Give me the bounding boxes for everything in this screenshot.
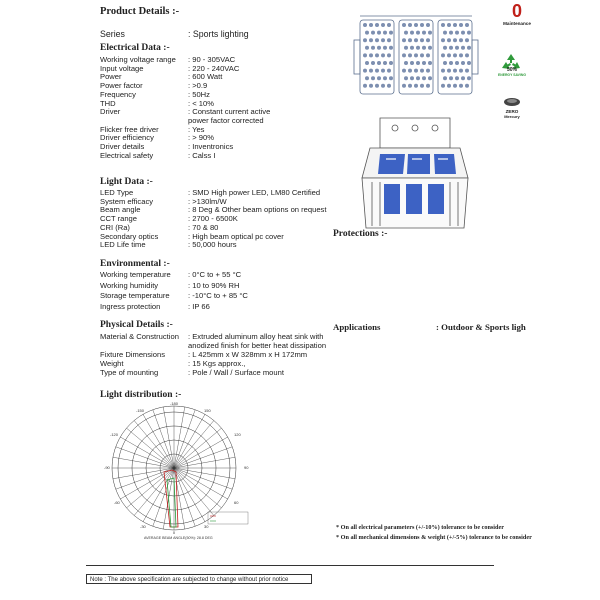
led-lens <box>453 23 457 27</box>
angle-label-bottom-left: -30 <box>140 524 146 529</box>
polar-distribution-diagram <box>100 398 262 540</box>
electrical-row-value: : > 90% <box>188 133 214 143</box>
led-lens <box>402 53 406 57</box>
light-row-label: CRI (Ra) <box>100 222 130 232</box>
led-lens <box>363 38 367 42</box>
led-lens <box>371 46 375 50</box>
led-lens <box>422 61 426 65</box>
led-lens <box>414 84 418 88</box>
led-lens <box>389 31 393 35</box>
light-row-label: CCT range <box>100 214 138 224</box>
environmental-row-value: : 10 to 90% RH <box>188 280 240 290</box>
light-row-value: : 8 Deg & Other beam options on request <box>188 205 327 215</box>
led-lens <box>426 23 430 27</box>
led-lens <box>420 69 424 73</box>
led-lens <box>426 84 430 88</box>
led-lens <box>449 61 453 65</box>
light-distribution-heading: Light distribution :- <box>100 390 182 400</box>
led-lens <box>428 31 432 35</box>
led-lens <box>459 84 463 88</box>
led-lens <box>363 84 367 88</box>
led-lens <box>365 46 369 50</box>
led-lens <box>422 76 426 80</box>
electrical-row-label: Electrical safety <box>100 150 154 160</box>
led-lens <box>428 76 432 80</box>
distribution-legend <box>208 512 248 524</box>
led-lens <box>414 53 418 57</box>
led-lens <box>375 53 379 57</box>
led-lens <box>465 69 469 73</box>
distribution-footer: AVERAGE BEAM ANGLE(50%): 28.8 DEG <box>144 536 213 540</box>
led-lens <box>443 76 447 80</box>
electrical-row-label: Working voltage range <box>100 55 176 64</box>
led-lens <box>416 61 420 65</box>
led-lens <box>461 61 465 65</box>
led-lens <box>449 31 453 35</box>
led-lens <box>416 76 420 80</box>
led-lens <box>459 38 463 42</box>
led-lens <box>381 38 385 42</box>
electrical-row-value: : Inventronics <box>188 142 234 151</box>
angle-label-bottom-right: 30 <box>204 524 209 529</box>
led-lens <box>459 53 463 57</box>
angle-label-left: -90 <box>104 465 110 470</box>
led-lens <box>461 76 465 80</box>
electrical-row-value: : 50Hz <box>188 89 210 99</box>
series-label: Series <box>100 29 125 39</box>
footnote-mechanical: * On all mechanical dimensions & weight (+/-5%) tolerance to be consider <box>336 534 532 541</box>
light-row-label: System efficacy <box>100 196 154 206</box>
applications-label: Applications <box>333 322 381 332</box>
led-lens <box>402 23 406 27</box>
led-lens <box>459 23 463 27</box>
environmental-row-value: : 0°C to + 55 °C <box>188 270 242 279</box>
led-lens <box>443 31 447 35</box>
environmental-row-label: Working humidity <box>100 280 159 290</box>
environmental-heading: Environmental :- <box>100 259 170 269</box>
led-lens <box>389 46 393 50</box>
electrical-row-value: : 220 - 240VAC <box>188 63 240 73</box>
led-lens <box>441 23 445 27</box>
led-lens <box>408 53 412 57</box>
led-lens <box>420 84 424 88</box>
led-lens <box>447 38 451 42</box>
led-lens <box>404 76 408 80</box>
physical-row-value: : Extruded aluminum alloy heat sink with <box>188 332 324 341</box>
angle-label-upper-left: -150 <box>136 408 145 413</box>
environmental-row-value: : -10°C to + 85 °C <box>188 291 248 300</box>
electrical-row-value: : >0.9 <box>188 81 208 91</box>
led-lens <box>420 23 424 27</box>
led-lens <box>365 31 369 35</box>
series-value: : Sports lighting <box>188 29 249 39</box>
led-lens <box>461 46 465 50</box>
led-lens <box>422 46 426 50</box>
light-row-label: LED Type <box>100 188 134 197</box>
led-lens <box>455 46 459 50</box>
led-lens <box>377 31 381 35</box>
led-lens <box>426 53 430 57</box>
led-lens <box>381 69 385 73</box>
led-lens <box>441 69 445 73</box>
angle-label-upper-right: 150 <box>204 408 211 413</box>
led-lens <box>428 46 432 50</box>
led-lens <box>414 38 418 42</box>
led-lens <box>387 69 391 73</box>
led-lens <box>365 76 369 80</box>
zero-mercury-sub: Mercury <box>504 114 520 119</box>
electrical-row-value: : Calss I <box>188 150 216 160</box>
protections-heading: Protections :- <box>333 229 388 239</box>
electrical-row-label: Driver efficiency <box>100 133 154 143</box>
electrical-row-label: Input voltage <box>100 63 144 73</box>
led-lens <box>383 61 387 65</box>
led-lens <box>414 23 418 27</box>
led-lens <box>465 84 469 88</box>
angle-label-lower-left: -60 <box>114 500 120 505</box>
led-lens <box>443 61 447 65</box>
led-lens <box>447 53 451 57</box>
led-lens <box>416 46 420 50</box>
electrical-row-value: : 90 - 305VAC <box>188 55 236 64</box>
led-lens <box>414 69 418 73</box>
led-lens <box>381 23 385 27</box>
led-lens <box>375 23 379 27</box>
led-lens <box>369 53 373 57</box>
environmental-row-label: Working temperature <box>100 270 171 279</box>
environmental-row-label: Ingress protection <box>100 301 161 311</box>
led-lens <box>449 76 453 80</box>
energy-saving-percent: 50% <box>506 67 517 73</box>
led-lens <box>441 53 445 57</box>
led-lens <box>455 61 459 65</box>
led-lens <box>381 53 385 57</box>
angle-label-lower-right: 60 <box>234 500 239 505</box>
light-row-value: : 70 & 80 <box>188 222 219 232</box>
light-row-value: : High beam optical pc cover <box>188 231 284 241</box>
light-row-value: : 50,000 hours <box>188 240 237 250</box>
led-lens <box>426 38 430 42</box>
led-lens <box>363 69 367 73</box>
physical-row-label: Fixture Dimensions <box>100 349 165 359</box>
angle-label-mid-left: -120 <box>110 432 119 437</box>
environmental-row-value: : IP 66 <box>188 301 210 311</box>
light-row-value: : >130lm/W <box>188 196 227 206</box>
zero-mercury-bulb-icon <box>502 96 522 108</box>
zero-mercury-text: ZERO <box>505 109 519 114</box>
led-lens <box>404 31 408 35</box>
led-lens <box>383 31 387 35</box>
led-lens <box>383 46 387 50</box>
led-lens <box>416 31 420 35</box>
product-details-heading: Product Details :- <box>100 6 180 17</box>
led-lens <box>389 61 393 65</box>
led-lens <box>449 46 453 50</box>
led-lens <box>441 38 445 42</box>
led-lens <box>363 53 367 57</box>
led-lens <box>410 31 414 35</box>
led-lens <box>387 53 391 57</box>
electrical-row-label: Power factor <box>100 81 143 91</box>
led-lens <box>402 38 406 42</box>
led-lens <box>465 38 469 42</box>
led-lens <box>365 61 369 65</box>
led-lens <box>383 76 387 80</box>
physical-row-value: anodized finish for better heat dissipation <box>188 340 327 350</box>
led-lens <box>377 61 381 65</box>
angle-label-top: -180 <box>169 401 179 406</box>
electrical-row-label: THD <box>100 98 116 108</box>
angle-label-right: 90 <box>244 465 249 470</box>
led-lens <box>459 69 463 73</box>
electrical-row-label: Frequency <box>100 89 136 99</box>
led-lens <box>443 46 447 50</box>
led-lens <box>369 69 373 73</box>
led-lens <box>387 23 391 27</box>
angle-label-mid-right: 120 <box>234 432 241 437</box>
led-lens <box>447 84 451 88</box>
electrical-row-label: Flicker free driver <box>100 124 159 134</box>
led-lens <box>408 38 412 42</box>
led-lens <box>408 84 412 88</box>
light-data-heading: Light Data :- <box>100 177 153 187</box>
led-lens <box>410 46 414 50</box>
physical-row-value: : 15 Kgs approx., <box>188 358 246 368</box>
led-lens <box>467 31 471 35</box>
electrical-row-value: : Yes <box>188 124 205 134</box>
led-lens <box>453 69 457 73</box>
electrical-row-label: Power <box>100 72 122 82</box>
electrical-heading: Electrical Data :- <box>100 43 170 53</box>
light-row-label: Beam angle <box>100 205 141 215</box>
led-lens <box>410 76 414 80</box>
led-lens <box>369 84 373 88</box>
light-row-label: LED Life time <box>100 240 146 250</box>
angle-label-bottom: 0 <box>172 530 176 535</box>
physical-row-label: Weight <box>100 358 124 368</box>
led-lens <box>404 61 408 65</box>
led-lens <box>420 38 424 42</box>
led-lens <box>455 76 459 80</box>
led-lens <box>377 46 381 50</box>
led-lens <box>408 23 412 27</box>
footnote-electrical: * On all electrical parameters (+/-10%) tolerance to be consider <box>336 524 504 531</box>
physical-row-value: : L 425mm x W 328mm x H 172mm <box>188 349 308 359</box>
led-lens <box>375 38 379 42</box>
physical-row-value: : Pole / Wall / Surface mount <box>188 367 284 377</box>
led-lens <box>441 84 445 88</box>
led-lens <box>389 76 393 80</box>
energy-saving-text: ENERGY SAVING <box>498 73 526 77</box>
led-lens <box>387 38 391 42</box>
led-lens <box>420 53 424 57</box>
led-lens <box>447 23 451 27</box>
led-lens <box>402 69 406 73</box>
physical-row-label: Type of mounting <box>100 367 159 377</box>
led-lens <box>369 23 373 27</box>
bottom-divider <box>86 565 494 566</box>
light-row-label: Secondary optics <box>100 231 159 241</box>
physical-heading: Physical Details :- <box>100 320 173 330</box>
led-lens <box>377 76 381 80</box>
distribution-curve-green <box>167 478 176 527</box>
led-lens <box>363 23 367 27</box>
led-lens <box>467 61 471 65</box>
led-lens <box>410 61 414 65</box>
disclaimer-note: Note : The above specification are subjected to change without prior notice <box>86 574 312 584</box>
led-lens <box>455 31 459 35</box>
led-lens <box>375 84 379 88</box>
led-lens <box>453 38 457 42</box>
electrical-row-label: Driver details <box>100 142 145 151</box>
light-row-value: : 2700 - 6500K <box>188 214 238 224</box>
led-lens <box>447 69 451 73</box>
led-lens <box>467 76 471 80</box>
led-lens <box>375 69 379 73</box>
physical-row-label: Material & Construction <box>100 332 179 341</box>
electrical-row-value: power factor corrected <box>188 115 264 125</box>
fixture-front-image <box>352 10 480 102</box>
led-lens <box>465 23 469 27</box>
led-lens <box>422 31 426 35</box>
led-lens <box>453 84 457 88</box>
led-lens <box>465 53 469 57</box>
applications-value: : Outdoor & Sports ligh <box>436 322 526 332</box>
environmental-row-label: Storage temperature <box>100 291 170 300</box>
maintenance-badge-number: 0 <box>511 1 522 21</box>
led-lens <box>428 61 432 65</box>
led-lens <box>461 31 465 35</box>
led-lens <box>408 69 412 73</box>
light-row-value: : SMD High power LED, LM80 Certified <box>188 188 321 197</box>
led-lens <box>402 84 406 88</box>
led-lens <box>381 84 385 88</box>
led-lens <box>453 53 457 57</box>
led-lens <box>404 46 408 50</box>
led-lens <box>369 38 373 42</box>
maintenance-badge-text: Maintenance <box>503 21 531 26</box>
electrical-row-value: : 600 Watt <box>188 72 223 82</box>
fixture-perspective-image <box>350 108 474 236</box>
led-lens <box>371 31 375 35</box>
led-lens <box>467 46 471 50</box>
led-lens <box>371 61 375 65</box>
electrical-row-value: : Constant current active <box>188 107 271 117</box>
electrical-row-value: : < 10% <box>188 98 214 108</box>
electrical-row-label: Driver <box>100 107 121 117</box>
led-lens <box>387 84 391 88</box>
led-lens <box>371 76 375 80</box>
led-lens <box>426 69 430 73</box>
